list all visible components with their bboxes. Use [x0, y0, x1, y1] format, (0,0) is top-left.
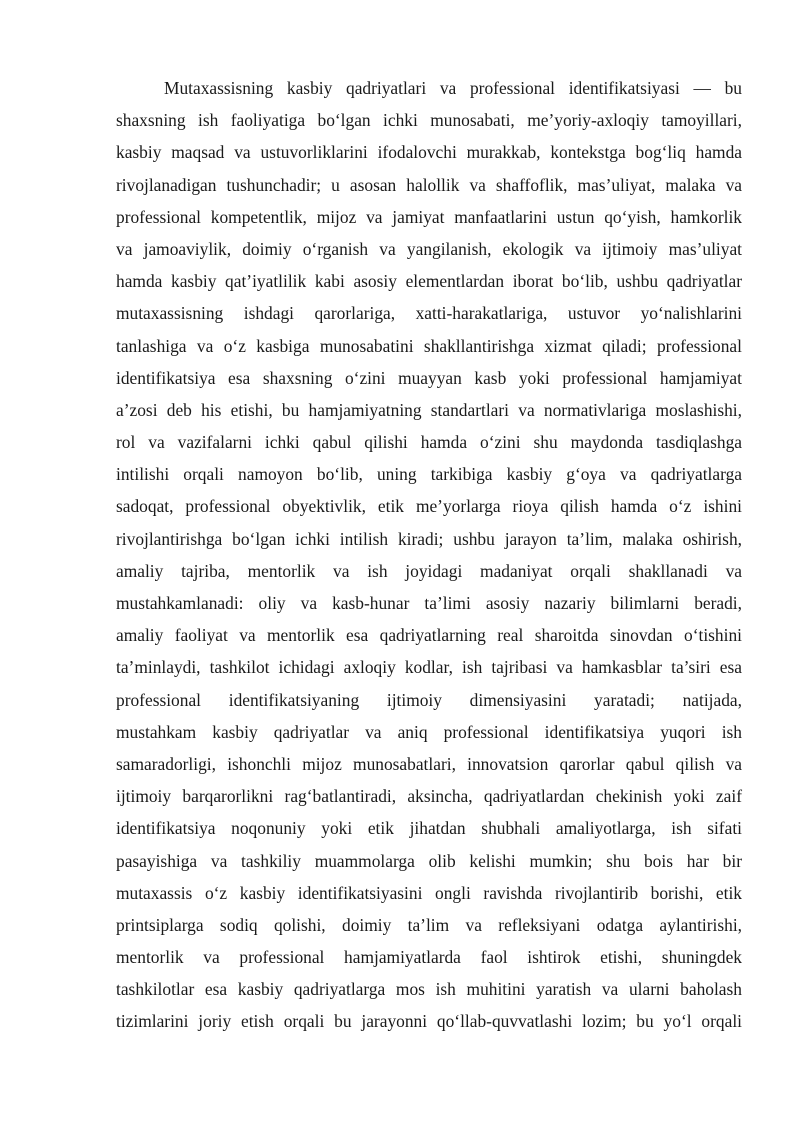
- paragraph-line: tanlashiga va o‘z kasbiga munosabatini shakllantirishga xizmat qiladi; professional: [116, 335, 742, 356]
- paragraph-line: va jamoaviylik, doimiy o‘rganish va yangilanish, ekologik va ijtimoiy mas’uliyat: [116, 238, 742, 259]
- paragraph-line: mustahkam kasbiy qadriyatlar va aniq professional identifikatsiya yuqori ish: [116, 721, 742, 742]
- paragraph-line: tizimlarini joriy etish orqali bu jarayonni qo‘llab-quvvatlashi lozim; bu yo‘l orqali: [116, 1011, 742, 1032]
- paragraph-line: samaradorligi, ishonchli mijoz munosabatlari, innovatsion qarorlar qabul qilish va: [116, 753, 742, 774]
- paragraph-line: pasayishiga va tashkiliy muammolarga olib kelishi mumkin; shu bois har bir: [116, 850, 742, 871]
- paragraph-line: identifikatsiya esa shaxsning o‘zini muayyan kasb yoki professional hamjamiyat: [116, 367, 742, 388]
- paragraph-line: tashkilotlar esa kasbiy qadriyatlarga mos ish muhitini yaratish va ularni baholash: [116, 979, 742, 1000]
- paragraph-line: professional kompetentlik, mijoz va jamiyat manfaatlarini ustun qo‘yish, hamkorlik: [116, 206, 742, 227]
- paragraph-line: amaliy faoliyat va mentorlik esa qadriyatlarning real sharoitda sinovdan o‘tishini: [116, 625, 742, 646]
- paragraph-line: hamda kasbiy qat’iyatlilik kabi asosiy elementlardan iborat bo‘lib, ushbu qadriyatlar: [116, 271, 742, 292]
- paragraph-line: identifikatsiya noqonuniy yoki etik jihatdan shubhali amaliyotlarga, ish sifati: [116, 818, 742, 839]
- paragraph-line: intilishi orqali namoyon bo‘lib, uning tarkibiga kasbiy g‘oya va qadriyatlarga: [116, 464, 742, 485]
- paragraph-line: amaliy tajriba, mentorlik va ish joyidagi madaniyat orqali shakllanadi va: [116, 560, 742, 581]
- paragraph-line: mentorlik va professional hamjamiyatlarda faol ishtirok etishi, shuningdek: [116, 947, 742, 968]
- paragraph-line: kasbiy maqsad va ustuvorliklarini ifodalovchi murakkab, kontekstga bog‘liq hamda: [116, 142, 742, 163]
- body-paragraph: [116, 72, 742, 1038]
- paragraph-line: ta’minlaydi, tashkilot ichidagi axloqiy kodlar, ish tajribasi va hamkasblar ta’siri esa: [116, 657, 742, 678]
- paragraph-line: Mutaxassisning kasbiy qadriyatlari va professional identifikatsiyasi — bu: [164, 78, 742, 98]
- paragraph-line: mustahkamlanadi: oliy va kasb-hunar ta’limi asosiy nazariy bilimlarni beradi,: [116, 593, 742, 613]
- paragraph-line: a’zosi deb his etishi, bu hamjamiyatning standartlari va normativlariga moslashishi,: [116, 399, 742, 420]
- paragraph-line: sadoqat, professional obyektivlik, etik me’yorlarga rioya qilish hamda o‘z ishini: [116, 496, 742, 517]
- paragraph-line: mutaxassis o‘z kasbiy identifikatsiyasini ongli ravishda rivojlantirib borishi, etik: [116, 882, 742, 903]
- paragraph-line: professional identifikatsiyaning ijtimoiy dimensiyasini yaratadi; natijada,: [116, 689, 742, 710]
- paragraph-line: shaxsning ish faoliyatiga bo‘lgan ichki munosabati, me’yoriy-axloqiy tamoyillari,: [116, 110, 742, 131]
- paragraph-line: rivojlanadigan tushunchadir; u asosan halollik va shaffoflik, mas’uliyat, malaka va: [116, 174, 742, 195]
- paragraph-line: mutaxassisning ishdagi qarorlariga, xatti-harakatlariga, ustuvor yo‘nalishlarini: [116, 303, 742, 324]
- paragraph-line: rol va vazifalarni ichki qabul qilishi hamda o‘zini shu maydonda tasdiqlashga: [116, 432, 742, 453]
- paragraph-line: rivojlantirishga bo‘lgan ichki intilish kiradi; ushbu jarayon ta’lim, malaka oshirish,: [116, 528, 742, 549]
- paragraph-line: ijtimoiy barqarorlikni rag‘batlantiradi, aksincha, qadriyatlardan chekinish yoki zaif: [116, 786, 742, 807]
- paragraph-line: printsiplarga sodiq qolishi, doimiy ta’lim va refleksiyani odatga aylantirishi,: [116, 914, 742, 935]
